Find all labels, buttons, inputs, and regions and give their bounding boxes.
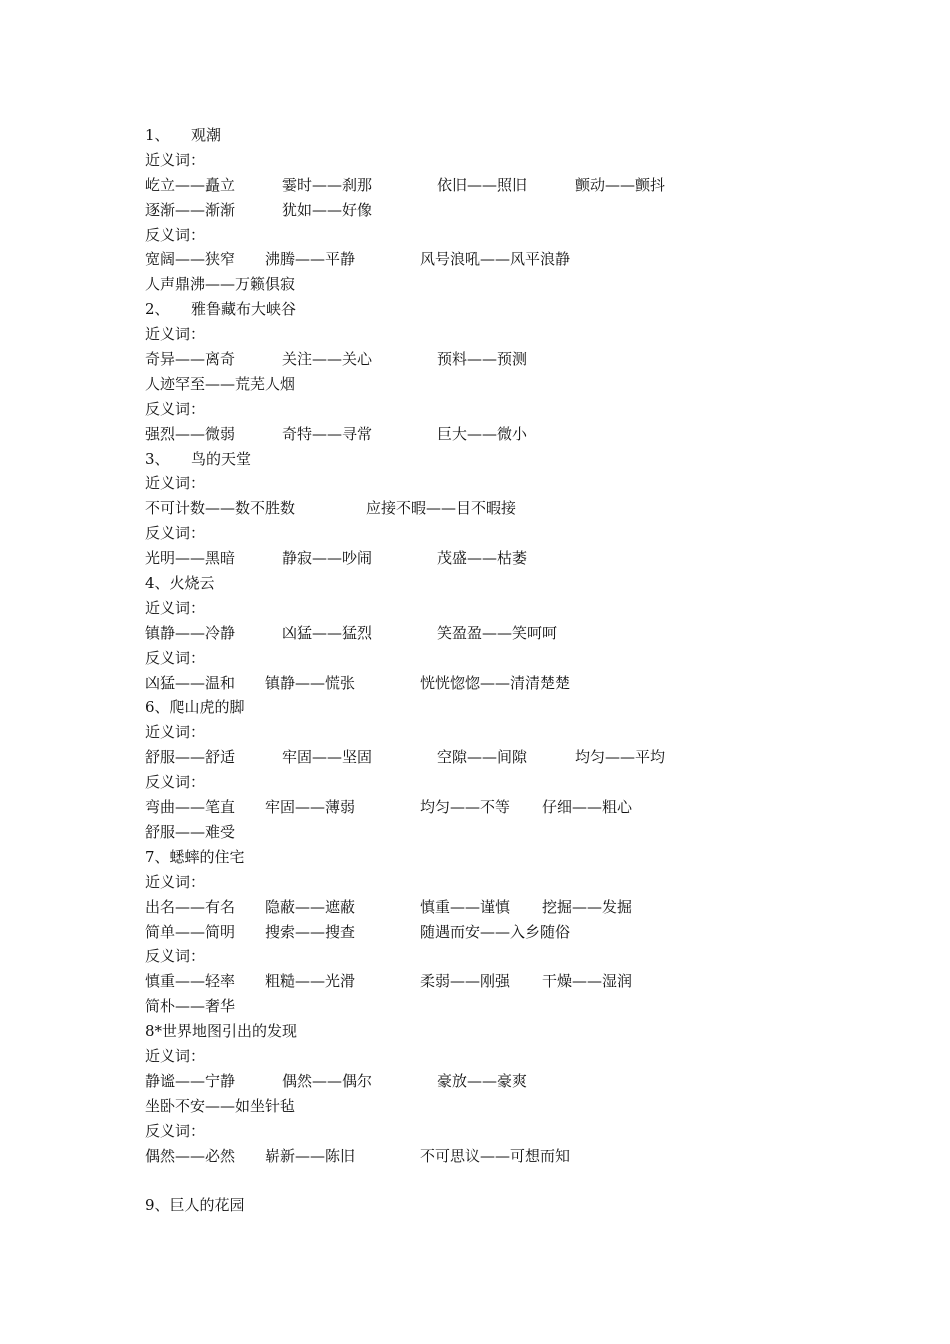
synonym-label: 近义词：: [145, 474, 206, 493]
antonym-label: 反义词：: [145, 648, 206, 667]
antonym-label: 反义词：: [145, 399, 206, 418]
synonym-label: 近义词：: [145, 1046, 206, 1065]
word-pair: 凶猛——温和: [145, 673, 236, 692]
word-pair: 恍恍惚惚——清清楚楚: [420, 673, 571, 692]
word-pair-row: [145, 247, 845, 272]
word-pair: 粗糙——光滑: [265, 972, 356, 991]
word-pair: 简朴——奢华: [145, 997, 236, 1016]
synonym-label: 近义词：: [145, 150, 206, 169]
word-pair-row: [145, 198, 845, 223]
word-pair: 不可思议——可想而知: [420, 1146, 571, 1165]
word-pair: 镇静——慌张: [265, 673, 356, 692]
word-pair: 崭新——陈旧: [265, 1146, 356, 1165]
word-pair-row: [145, 969, 845, 994]
word-pair: 静谧——宁静: [145, 1071, 236, 1090]
lesson-title: 雅鲁藏布大峡谷: [191, 300, 297, 319]
word-pair: 均匀——不等: [420, 798, 511, 817]
lesson-title: 世界地图引出的发现: [162, 1022, 298, 1041]
word-pair: 应接不暇——目不暇接: [366, 499, 517, 518]
lesson-title: 爬山虎的脚: [169, 698, 245, 717]
word-pair: 凶猛——猛烈: [282, 623, 373, 642]
word-pair: 偶然——偶尔: [282, 1071, 373, 1090]
lesson-heading: [145, 447, 845, 472]
word-pair-row: [145, 1069, 845, 1094]
synonym-label: 近义词：: [145, 872, 206, 891]
word-pair: 慎重——轻率: [145, 972, 236, 991]
word-pair: 柔弱——刚强: [420, 972, 511, 991]
word-pair-row: [145, 895, 845, 920]
word-pair-row: [145, 820, 845, 845]
word-pair: 光明——黑暗: [145, 549, 236, 568]
lesson-number: 3、: [145, 449, 170, 468]
word-pair-row: [145, 496, 845, 521]
lesson-number: 4、: [145, 574, 170, 593]
word-pair-row: [145, 795, 845, 820]
word-pair: 风号浪吼——风平浪静: [420, 250, 571, 269]
word-pair: 巨大——微小: [437, 424, 528, 443]
word-pair: 不可计数——数不胜数: [145, 499, 296, 518]
word-pair-row: [145, 920, 845, 945]
lesson-title: 巨人的花园: [169, 1196, 245, 1215]
antonym-label: 反义词：: [145, 225, 206, 244]
word-pair: 搜索——搜查: [265, 922, 356, 941]
synonym-label: 近义词：: [145, 325, 206, 344]
lesson-number: 9、: [145, 1196, 170, 1215]
word-pair: 慎重——谨慎: [420, 897, 511, 916]
word-pair: 依旧——照旧: [437, 175, 528, 194]
word-pair: 强烈——微弱: [145, 424, 236, 443]
lesson-number: 7、: [145, 847, 170, 866]
word-pair: 霎时——刹那: [282, 175, 373, 194]
word-pair: 牢固——坚固: [282, 748, 373, 767]
word-pair-row: [145, 621, 845, 646]
word-pair: 弯曲——笔直: [145, 798, 236, 817]
word-pair: 沸腾——平静: [265, 250, 356, 269]
word-pair-row: [145, 1094, 845, 1119]
word-pair: 干燥——湿润: [542, 972, 633, 991]
word-pair-row: [145, 745, 845, 770]
lesson-heading: [145, 571, 845, 596]
word-pair: 隐蔽——遮蔽: [265, 897, 356, 916]
lesson-heading: [145, 123, 845, 148]
word-pair-row: [145, 347, 845, 372]
word-pair: 镇静——冷静: [145, 623, 236, 642]
lesson-heading: [145, 1193, 845, 1218]
word-pair-row: [145, 671, 845, 696]
word-pair: 出名——有名: [145, 897, 236, 916]
word-pair: 静寂——吵闹: [282, 549, 373, 568]
word-pair: 笑盈盈——笑呵呵: [437, 623, 558, 642]
word-pair: 随遇而安——入乡随俗: [420, 922, 571, 941]
word-pair: 均匀——平均: [575, 748, 666, 767]
lesson-heading: [145, 1019, 845, 1044]
word-pair: 屹立——矗立: [145, 175, 236, 194]
word-pair: 人迹罕至——荒芜人烟: [145, 374, 296, 393]
word-pair: 茂盛——枯萎: [437, 549, 528, 568]
blank-line: [145, 1168, 845, 1193]
word-pair: 奇特——寻常: [282, 424, 373, 443]
lesson-heading: [145, 297, 845, 322]
lesson-heading: [145, 845, 845, 870]
lesson-title: 观潮: [191, 126, 222, 144]
word-pair: 偶然——必然: [145, 1146, 236, 1165]
word-pair: 人声鼎沸——万籁俱寂: [145, 275, 296, 294]
vocabulary-list: [145, 123, 845, 1218]
lesson-number: 2、: [145, 300, 170, 319]
word-pair: 犹如——好像: [282, 200, 373, 219]
word-pair: 舒服——舒适: [145, 748, 236, 767]
word-pair: 宽阔——狭窄: [145, 250, 236, 269]
antonym-label: 反义词：: [145, 524, 206, 543]
word-pair: 坐卧不安——如坐针毡: [145, 1096, 296, 1115]
word-pair: 颤动——颤抖: [575, 175, 666, 194]
word-pair-row: [145, 272, 845, 297]
word-pair: 预料——预测: [437, 350, 528, 369]
word-pair-row: [145, 1144, 845, 1169]
word-pair-row: [145, 372, 845, 397]
antonym-label: 反义词：: [145, 1121, 206, 1140]
word-pair: 逐渐——渐渐: [145, 200, 236, 219]
word-pair: 舒服——难受: [145, 822, 236, 841]
lesson-number: 8*: [145, 1022, 163, 1041]
antonym-label: 反义词：: [145, 947, 206, 966]
word-pair: 空隙——间隙: [437, 748, 528, 767]
lesson-title: 蟋蟀的住宅: [169, 847, 245, 866]
word-pair-row: [145, 546, 845, 571]
lesson-title: 鸟的天堂: [191, 449, 252, 468]
lesson-heading: [145, 695, 845, 720]
synonym-label: 近义词：: [145, 598, 206, 617]
lesson-title: 火烧云: [169, 574, 215, 593]
word-pair: 关注——关心: [282, 350, 373, 369]
synonym-label: 近义词：: [145, 723, 206, 742]
word-pair: 豪放——豪爽: [437, 1071, 528, 1090]
word-pair: 仔细——粗心: [542, 798, 633, 817]
word-pair: 简单——简明: [145, 922, 236, 941]
antonym-label: 反义词：: [145, 773, 206, 792]
lesson-number: 6、: [145, 698, 170, 717]
word-pair: 挖掘——发掘: [542, 897, 633, 916]
word-pair-row: [145, 994, 845, 1019]
word-pair-row: [145, 422, 845, 447]
word-pair: 奇异——离奇: [145, 350, 236, 369]
word-pair-row: [145, 173, 845, 198]
word-pair: 牢固——薄弱: [265, 798, 356, 817]
lesson-number: 1、: [145, 126, 170, 144]
